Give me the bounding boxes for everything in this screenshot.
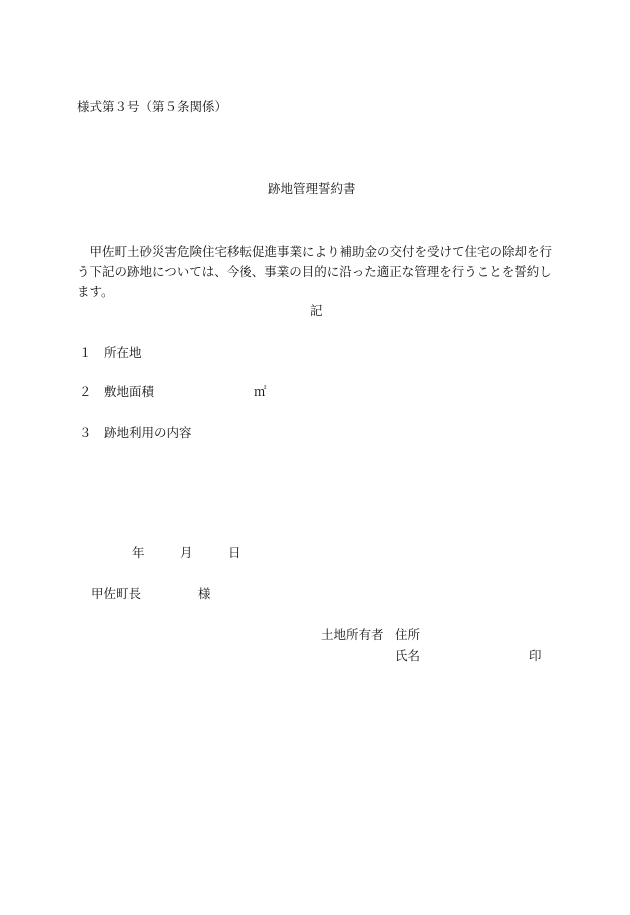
- pledge-body-text: 甲佐町土砂災害危険住宅移転促進事業により補助金の交付を受けて住宅の除却を行う下記の跡地については、今後、事業の目的に沿った適正な管理を行うことを誓約します。: [77, 244, 553, 299]
- address-label: 住所: [395, 627, 421, 642]
- date-year-label: 年: [132, 545, 145, 560]
- form-number: 様式第３号（第５条関係）: [77, 99, 228, 114]
- addressee-suffix: 様: [198, 586, 211, 601]
- item-site-area-unit: ㎡: [254, 384, 267, 399]
- date-day-label: 日: [228, 545, 241, 560]
- item-location: １ 所在地: [79, 345, 142, 360]
- addressee-name: 甲佐町長: [91, 586, 142, 601]
- seal-label: 印: [529, 648, 542, 663]
- document-title: 跡地管理誓約書: [268, 181, 356, 196]
- ki-heading: 記: [310, 303, 323, 318]
- name-label: 氏名: [395, 648, 421, 663]
- landowner-label: 土地所有者: [321, 627, 384, 642]
- date-month-label: 月: [180, 545, 193, 560]
- item-site-area: ２ 敷地面積: [79, 384, 155, 399]
- item-land-use: ３ 跡地利用の内容: [79, 425, 192, 440]
